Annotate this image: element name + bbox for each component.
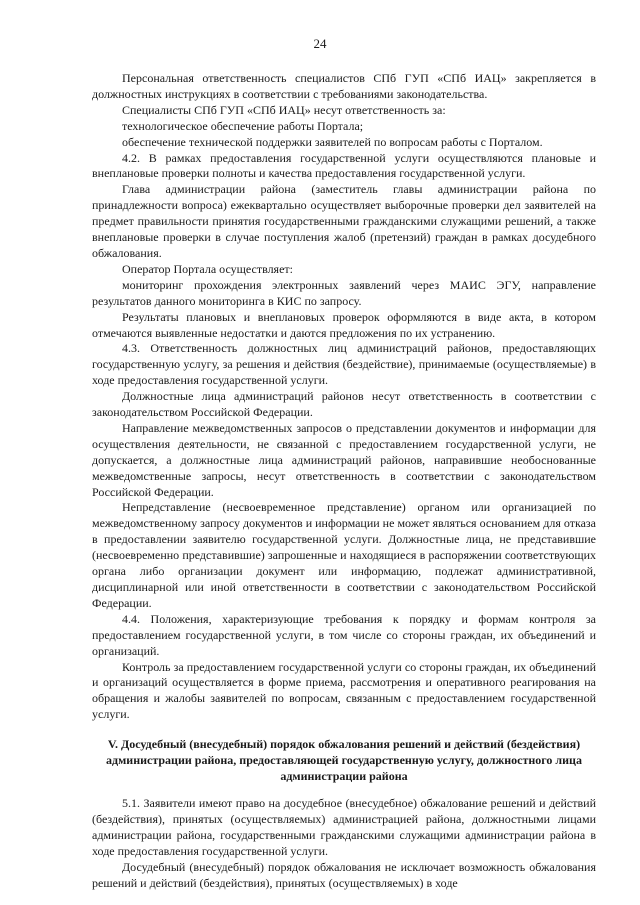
paragraph: Глава администрации района (заместитель главы администрации района по принадлежности вопроса) ежеквартально осуществляет выборочные проверки дел заявителей на предмет правильности принятия государственными гражданскими служащими решений, а также внеплановые проверки в случае поступления жалоб (претензий) граждан в рамках досудебного обжалования. xyxy=(92,182,596,260)
paragraph: обеспечение технической поддержки заявителей по вопросам работы с Порталом. xyxy=(122,134,543,149)
paragraph: 4.3. Ответственность должностных лиц администраций районов, предоставляющих государственную услугу, за решения и действия (бездействие), принимаемые (осуществляемые) в ходе предоставления государственной услуги. xyxy=(92,341,596,388)
paragraph: Направление межведомственных запросов о представлении документов и информации для осуществления деятельности, не связанной с предоставлением государственной услуги, не допускается, а должностные лица администраций районов, направившие необоснованные межведомственные запросы, несут ответственность в соответствии с законодательством Российской Федерации. xyxy=(92,420,596,499)
paragraph: Оператор Портала осуществляет: xyxy=(122,261,293,276)
body-after-heading xyxy=(92,796,596,891)
section-heading: V. Досудебный (внесудебный) порядок обжалования решений и действий (бездействия) администрации района, предоставляющей государственную услугу, должностного лица администрации района xyxy=(106,737,582,784)
paragraph: Досудебный (внесудебный) порядок обжалования не исключает возможность обжалования решений и действий (бездействия), принятых (осуществляемых) в ходе xyxy=(92,859,596,890)
paragraph: 5.1. Заявители имеют право на досудебное (внесудебное) обжалование решений и действий (бездействия), принятых (осуществляемых) администрацией района, должностными лицами администрации района, государственными гражданскими служащими администрации района в ходе предоставления государственной услуги. xyxy=(92,796,596,858)
body-before-heading xyxy=(92,71,596,723)
paragraph: Специалисты СПб ГУП «СПб ИАЦ» несут ответственность за: xyxy=(122,102,446,117)
paragraph: технологическое обеспечение работы Портала; xyxy=(122,118,364,133)
paragraph: 4.2. В рамках предоставления государственной услуги осуществляются плановые и внеплановые проверки полноты и качества предоставления государственной услуги. xyxy=(92,150,596,181)
paragraph: Контроль за предоставлением государственной услуги со стороны граждан, их объединений и организаций осуществляется в форме приема, рассмотрения и оперативного реагирования на обращения и жалобы заявителей по вопросам, связанным с предоставлением государственной услуги. xyxy=(92,659,596,722)
paragraph: Персональная ответственность специалистов СПб ГУП «СПб ИАЦ» закрепляется в должностных инструкциях в соответствии с требованиями законодательства. xyxy=(92,71,596,101)
paragraph: Результаты плановых и внеплановых проверок оформляются в виде акта, в котором отмечаются выявленные недостатки и даются предложения по их устранению. xyxy=(92,309,596,340)
paragraph: Непредставление (несвоевременное представление) органом или организацией по межведомственному запросу документов и информации не может являться основанием для отказа в предоставлении заявителю государственной услуги. Должностные лица, не представившие (несвоевременно представившие) запрошенные и находящиеся в распоряжении соответствующих органа либо организации документ или информацию, подлежат административной, дисциплинарной или иной ответственности в соответствии с законодательством Российской Федерации. xyxy=(92,500,596,610)
paragraph: мониторинг прохождения электронных заявлений через МАИС ЭГУ, направление результатов данного мониторинга в КИС по запросу. xyxy=(92,277,596,308)
paragraph: 4.4. Положения, характеризующие требования к порядку и формам контроля за предоставлением государственной услуги, в том числе со стороны граждан, их объединений и организаций. xyxy=(92,611,596,658)
paragraph: Должностные лица администраций районов несут ответственность в соответствии с законодательством Российской Федерации. xyxy=(92,389,596,420)
page-number: 24 xyxy=(313,36,327,51)
